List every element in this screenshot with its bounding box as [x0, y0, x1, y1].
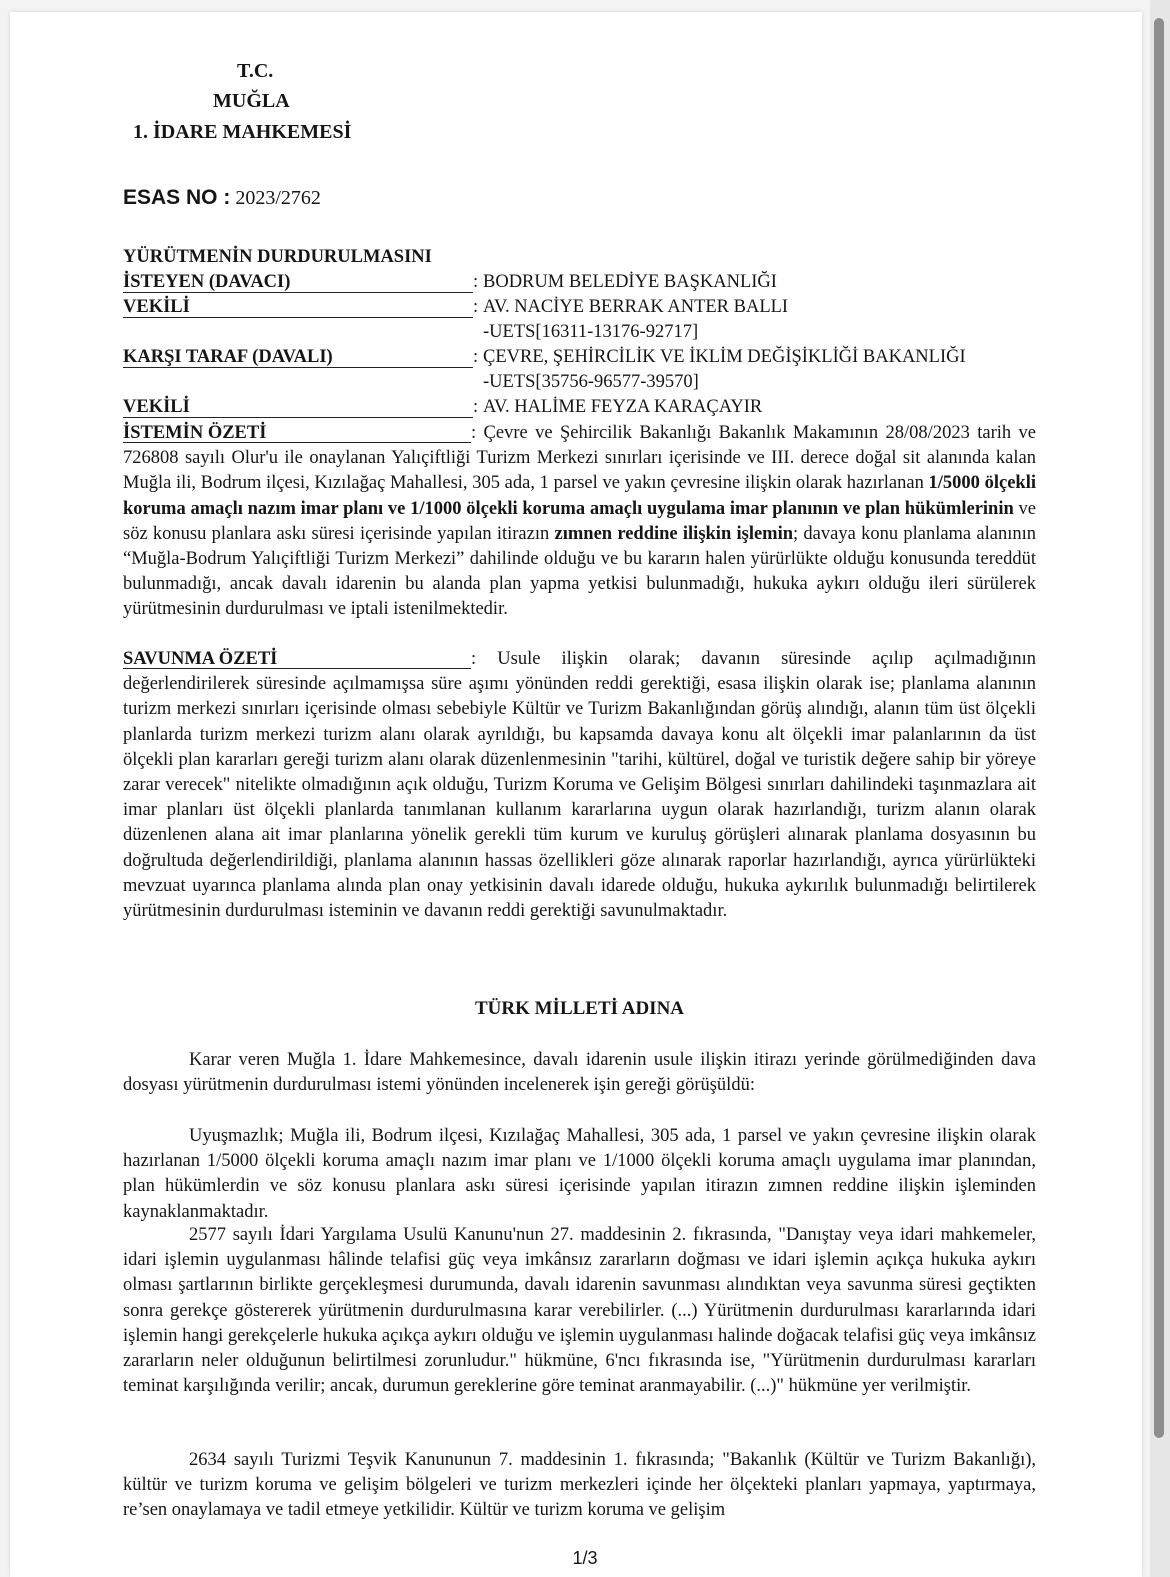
decision-title: TÜRK MİLLETİ ADINA: [474, 998, 685, 1019]
case-number-value: 2023/2762: [235, 187, 321, 209]
paragraph: Karar veren Muğla 1. İdare Mahkemesince, davalı idarenin usule ilişkin itirazı yerinde görülmediğinden dava dosyası yürütmenin durdurulması istemi yönünden incelenerek işin gereği görüşüldü:: [123, 1050, 1036, 1096]
parties-block: [123, 245, 1038, 420]
scrollbar[interactable]: [1150, 0, 1170, 1577]
party-value: AV. HALİME FEYZA KARAÇAYIR: [483, 397, 763, 417]
case-number: [123, 186, 321, 210]
page-number: 1/3: [572, 1548, 598, 1568]
party-label: KARŞI TARAF (DAVALI): [123, 345, 473, 370]
paragraph: Uyuşmazlık; Muğla ili, Bodrum ilçesi, Kızılağaç Mahallesi, 305 ada, 1 parsel ve yakın çevresine ilişkin olarak hazırlanan 1/5000 ölçekli koruma amaçlı nazım imar planı ve 1/1000 ölçekli koruma amaçlı uygulama imar planından, plan hükümlerdin ve söz konusu planlara askı süresi içerisinde yapılan itirazın zımnen reddine ilişkin işleminden kaynaklanmaktadır.: [123, 1126, 1036, 1222]
party-value: -UETS[16311-13176-92717]: [483, 322, 699, 342]
party-label: VEKİLİ: [123, 295, 473, 320]
case-number-label: ESAS NO :: [123, 186, 231, 209]
party-row: KARŞI TARAF (DAVALI) : ÇEVRE, ŞEHİRCİLİK VE İKLİM DEĞİŞİKLİĞİ BAKANLIĞI: [123, 345, 1038, 370]
party-row: [123, 320, 1038, 345]
header-city: MUĞLA: [213, 90, 290, 112]
paragraph: 2577 sayılı İdari Yargılama Usulü Kanunu'nun 27. maddesinin 2. fıkrasında, "Danıştay veya idari mahkemeler, idari işlemin uygulanması hâlinde telafisi güç veya imkânsız zararların doğması ve idari işlemin açıkça hukuka aykırı olması şartlarının birlikte gerçekleşmesi durumunda, davalı idarenin savunması alındıktan veya savunma süresi geçtikten sonra gerekçe göstererek yürütmenin durdurulmasına karar verebilirler. (...) Yürütmenin durdurulması kararlarında idari işlemin hangi gerekçelerle hukuka açıkça aykırı olduğu ve işlemin uygulanması halinde doğacak telafisi güç veya imkânsız zararların neler olduğunun belirtilmesi zorunludur." hükmüne, 6'ncı fıkrasında ise, "Yürütmenin durdurulması kararları teminat karşılığında verilir; ancak, durumun gereklerine göre teminat aranmayabilir. (...)" hükmüne yer verilmiştir.: [123, 1225, 1036, 1397]
party-row: VEKİLİ : AV. HALİME FEYZA KARAÇAYIR: [123, 395, 1038, 420]
party-row: VEKİLİ : AV. NACİYE BERRAK ANTER BALLI: [123, 295, 1038, 320]
party-label: VEKİLİ: [123, 395, 473, 420]
party-label: İSTEYEN (DAVACI): [123, 270, 473, 295]
party-row: [123, 370, 1038, 395]
header-court: 1. İDARE MAHKEMESİ: [133, 121, 352, 143]
header-tc: T.C.: [237, 60, 274, 82]
defense-summary-label: SAVUNMA ÖZETİ: [123, 647, 471, 672]
defense-summary: SAVUNMA ÖZETİ : Usule ilişkin olarak; davanın süresinde açılıp açılmadığının değerlendirilerek süresinde açılmamışsa süre aşımı yönünden reddi gerektiği, esasa ilişkin olarak ise; planlama alanının turizm merkezi sınırları içerisinde olması sebebiyle Kültür ve Turizm Bakanlığından görüş alındığı, alanın tüm üst ölçekli planlarda turizm merkezi turizm alanı olarak ayrıldığı, bu kapsamda davaya konu alt ölçekli imar palanlarının da üst ölçekli plan kararları gereği turizm alanı olarak düzenlenmesinin "tarihi, kültürel, doğal ve turistik değere sahip bir yöreye zarar verecek" nitelikte olmadığının açık olduğu, Turizm Koruma ve Gelişim Bölgesi sınırları dahilindeki taşınmazlara ait imar planları üst ölçekli planlarda tanımlanan kullanım kararlarına uygun olarak hazırlandığı, turizm alanın olarak düzenlenen alana ait imar planlarına yönelik gerekli tüm kurum ve kuruluş görüşleri alınarak planlama dosyasının bu doğrultuda değerlendirildiği, planlama alanının hassas özellikleri göze alınarak raporlar hazırlandığı, ayrıca yürürlükteki mevzuat uyarınca planlama alında plan onay yetkisinin davalı idarede olduğu, hukuka aykırılık bulunmadığı belirtilerek yürütmesinin durdurulması isteminin ve davanın reddi gerektiği savunulmaktadır.: [123, 649, 1036, 922]
request-summary: İSTEMİN ÖZETİ : Çevre ve Şehircilik Bakanlığı Bakanlık Makamının 28/08/2023 tarih ve 726808 sayılı Olur'u ile onaylanan Yalıçiftliği Turizm Merkezi sınırları içerisinde ve III. derece doğal sit alanında kalan Muğla ili, Bodrum ilçesi, Kızılağaç Mahallesi, 305 ada, 1 parsel ve yakın çevresine ilişkin olarak hazırlanan 1/5000 ölçekli koruma amaçlı nazım imar planı ve 1/1000 ölçekli koruma amaçlı uygulama imar planının ve plan hükümlerinin ve söz konusu planlara askı süresi içerisinde yapılan itirazın zımnen reddine ilişkin işlemin; davaya konu planlama alanının “Muğla-Bodrum Yalıçiftliği Turizm Merkezi” dahilinde olduğu ve bu kararın halen yürürlükte olduğu konusunda tereddüt bulunmadığı, ancak davalı idarenin bu alanda plan yapma yetkisi bulunmadığı, hukuka aykırı olduğu ileri sürülerek yürütmesinin durdurulması ve iptali istenilmektedir.: [123, 423, 1036, 620]
party-value: AV. NACİYE BERRAK ANTER BALLI: [483, 297, 789, 317]
parties-title: YÜRÜTMENİN DURDURULMASINI: [123, 247, 432, 267]
party-value: ÇEVRE, ŞEHİRCİLİK VE İKLİM DEĞİŞİKLİĞİ BAKANLIĞI: [483, 347, 966, 367]
party-value: BODRUM BELEDİYE BAŞKANLIĞI: [483, 272, 777, 292]
paragraph: 2634 sayılı Turizmi Teşvik Kanununun 7. maddesinin 1. fıkrasında; "Bakanlık (Kültür ve Turizm Bakanlığı), kültür ve turizm koruma ve gelişim bölgeleri ve turizm merkezleri içinde her ölçekteki planları yapmaya, yaptırmaya, re’sen onaylamaya ve tadil etmeye yetkilidir. Kültür ve turizm koruma ve gelişim: [123, 1450, 1036, 1521]
party-row: İSTEYEN (DAVACI) : BODRUM BELEDİYE BAŞKANLIĞI: [123, 270, 1038, 295]
party-value: -UETS[35756-96577-39570]: [483, 372, 699, 392]
scrollbar-thumb[interactable]: [1154, 18, 1164, 1438]
request-summary-label: İSTEMİN ÖZETİ: [123, 421, 471, 446]
